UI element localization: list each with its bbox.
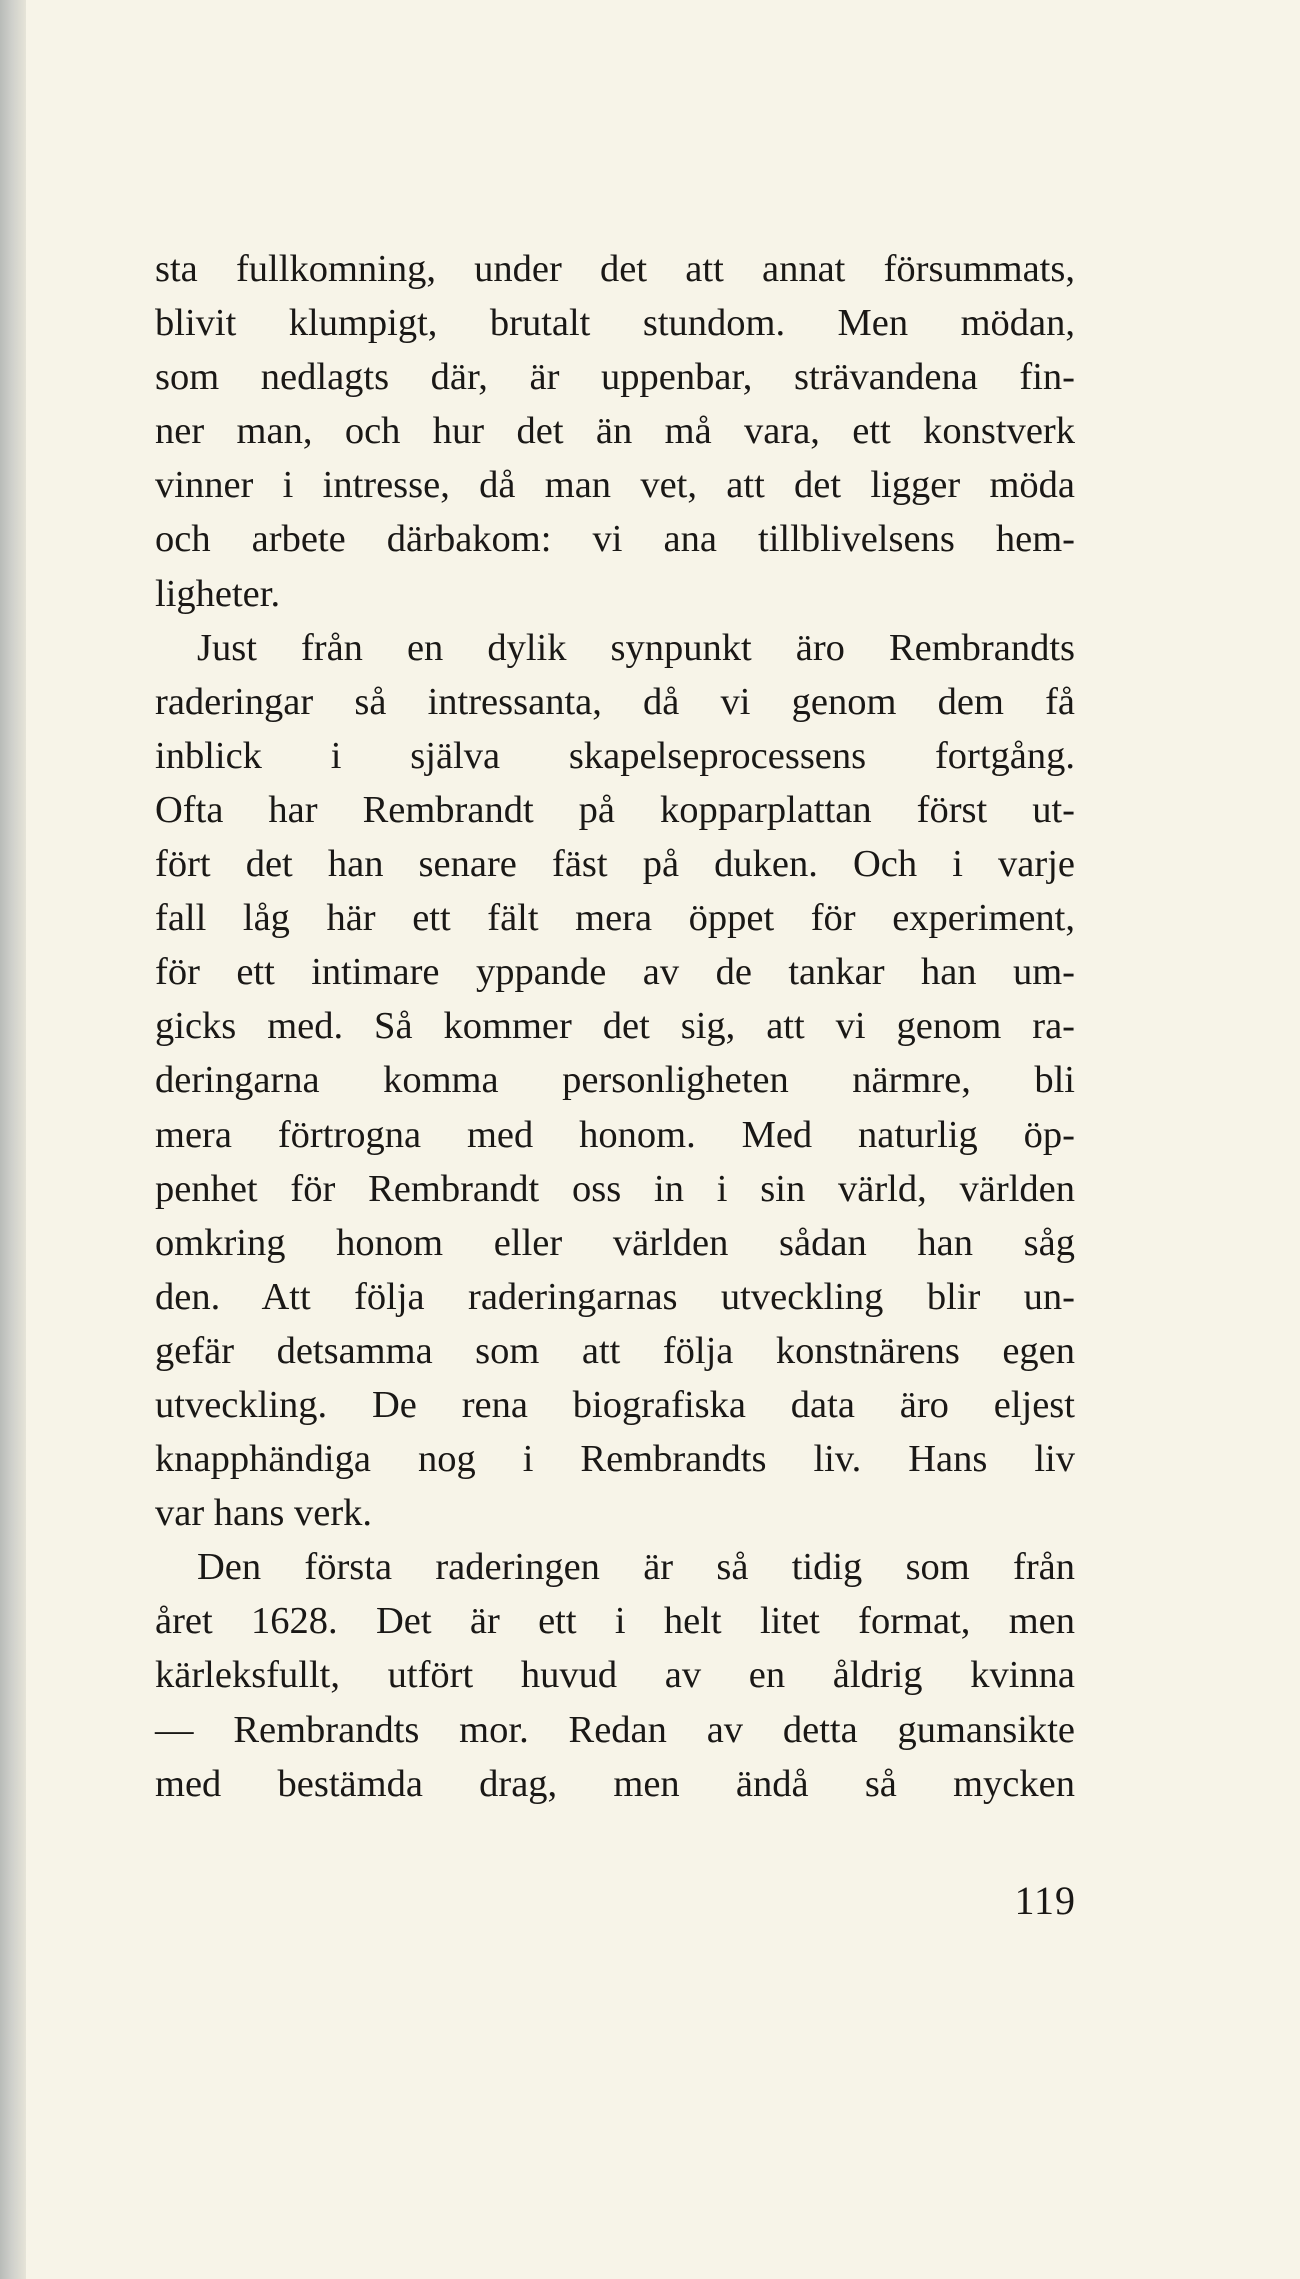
text-line: Just från en dylik synpunkt äro Rembrandts	[197, 626, 1075, 669]
text-line: gicks med. Så kommer det sig, att vi genom ra-	[155, 1005, 1075, 1048]
text-line: med bestämda drag, men ändå så mycken	[155, 1762, 1075, 1805]
text-line: gefär detsamma som att följa konstnärens egen	[155, 1329, 1075, 1372]
text-line: ligheter.	[155, 572, 281, 615]
text-line: året 1628. Det är ett i helt litet format, men	[155, 1600, 1075, 1643]
text-line: kärleksfullt, utfört huvud av en åldrig kvinna	[155, 1654, 1075, 1697]
text-line: utveckling. De rena biografiska data äro eljest	[155, 1383, 1075, 1426]
paragraph-3	[155, 1540, 1075, 1810]
body-text	[155, 242, 1075, 1811]
text-line: som nedlagts där, är uppenbar, strävandena fin-	[155, 356, 1075, 399]
text-line: penhet för Rembrandt oss in i sin värld, världen	[155, 1167, 1075, 1210]
text-line: raderingar så intressanta, då vi genom dem få	[155, 680, 1075, 723]
text-line: sta fullkomning, under det att annat försummats,	[155, 248, 1075, 290]
text-line: för ett intimare yppande av de tankar han um-	[155, 951, 1075, 994]
text-line: den. Att följa raderingarnas utveckling blir un-	[155, 1275, 1075, 1318]
text-line: Den första raderingen är så tidig som från	[197, 1546, 1075, 1589]
text-line: ner man, och hur det än må vara, ett konstverk	[155, 410, 1075, 453]
text-line: — Rembrandts mor. Redan av detta gumansikte	[155, 1708, 1075, 1751]
text-line: blivit klumpigt, brutalt stundom. Men mödan,	[155, 302, 1075, 345]
text-line: vinner i intresse, då man vet, att det ligger möda	[155, 464, 1075, 507]
text-line: knapphändiga nog i Rembrandts liv. Hans liv	[155, 1438, 1075, 1481]
text-line: deringarna komma personligheten närmre, bli	[155, 1059, 1075, 1102]
text-line: omkring honom eller världen sådan han såg	[155, 1221, 1075, 1264]
text-line: mera förtrogna med honom. Med naturlig öp-	[155, 1113, 1075, 1156]
page-binding-edge	[0, 0, 26, 2279]
text-line: var hans verk.	[155, 1492, 373, 1535]
text-line: Ofta har Rembrandt på kopparplattan först ut-	[155, 788, 1075, 831]
text-line: och arbete därbakom: vi ana tillblivelsens hem-	[155, 518, 1075, 561]
text-line: fall låg här ett fält mera öppet för experiment,	[155, 897, 1075, 940]
text-line: fört det han senare fäst på duken. Och i varje	[155, 843, 1075, 886]
text-line: inblick i själva skapelseprocessens fortgång.	[155, 734, 1075, 777]
paragraph-2	[155, 621, 1075, 1541]
page-number: 119	[1014, 1878, 1076, 1923]
paragraph-1	[155, 242, 1075, 621]
